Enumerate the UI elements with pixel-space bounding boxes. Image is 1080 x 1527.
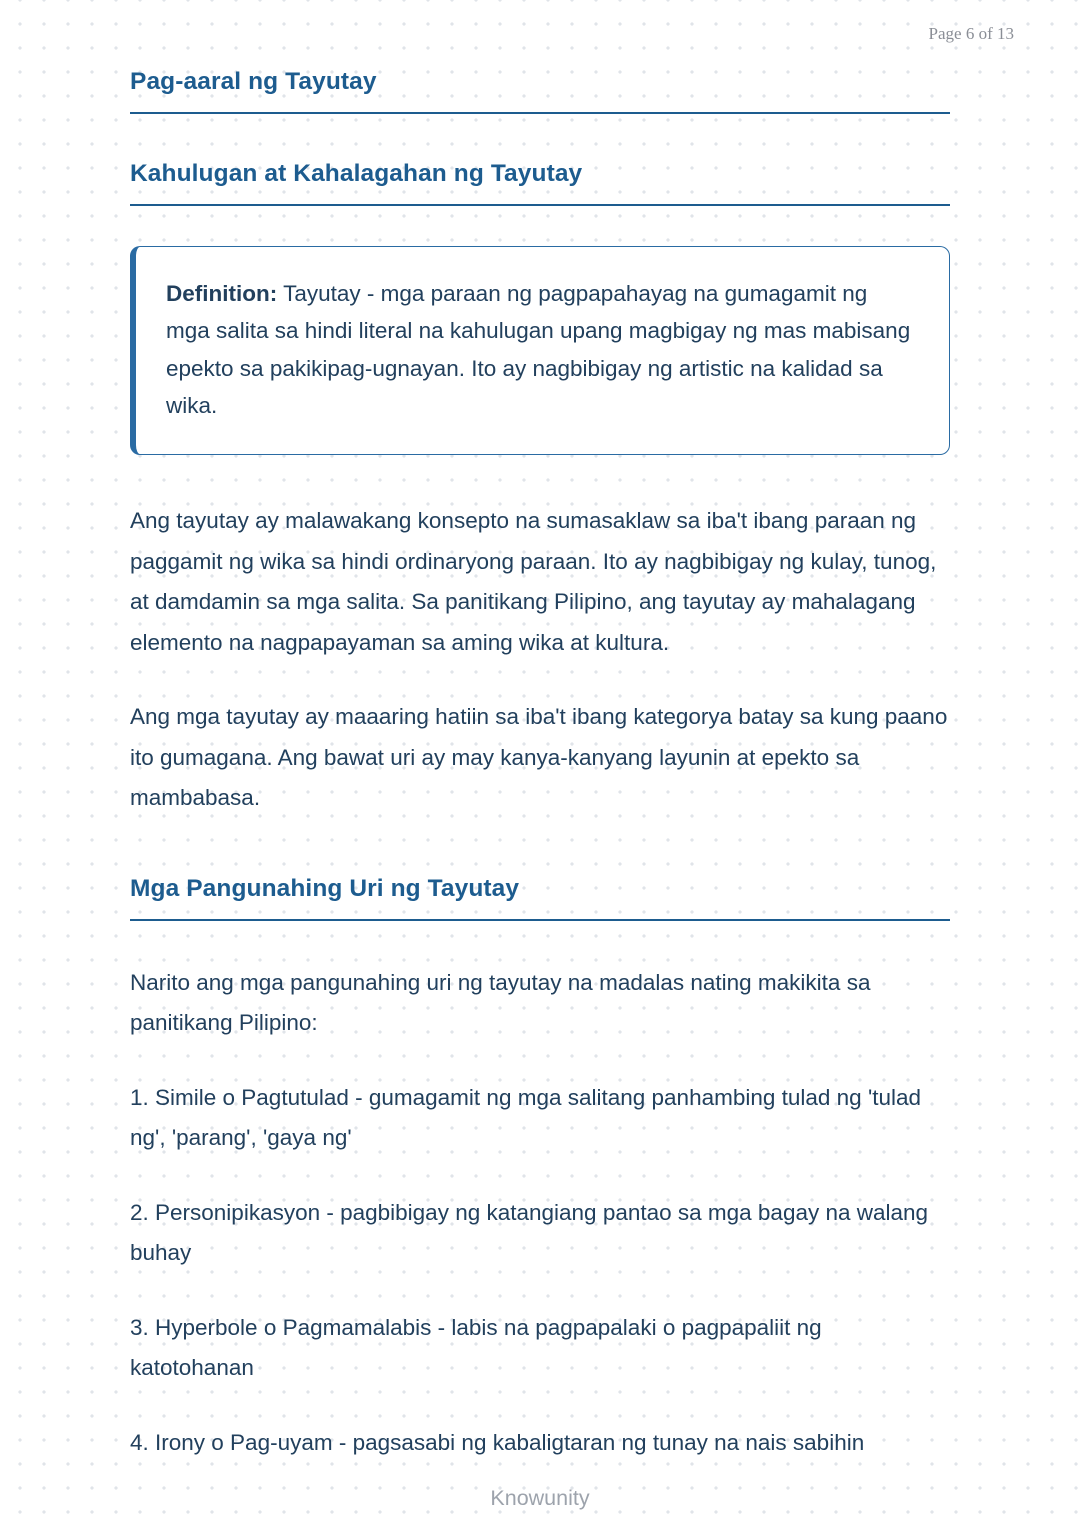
section-heading-main: Pag-aaral ng Tayutay (130, 68, 950, 114)
definition-box (130, 246, 950, 455)
list-item-personipikasyon: 2. Personipikasyon - pagbibigay ng katangiang pantao sa mga bagay na walang buhay (130, 1199, 929, 1266)
section-heading-uri: Mga Pangunahing Uri ng Tayutay (130, 875, 950, 921)
paragraph-list-intro: Narito ang mga pangunahing uri ng tayutay na madalas nating makikita sa panitikang Pilipino: (130, 969, 871, 1036)
footer-brand: Knowunity (490, 1486, 590, 1510)
list-item-simile: 1. Simile o Pagtutulad - gumagamit ng mga salitang panhambing tulad ng 'tulad ng', 'parang', 'gaya ng' (130, 1084, 922, 1151)
definition-label: Definition: (166, 281, 278, 306)
page-number: Page 6 of 13 (928, 24, 1014, 43)
list-item-irony: 4. Irony o Pag-uyam - pagsasabi ng kabaligtaran ng tunay na nais sabihin (130, 1429, 865, 1455)
section-heading-kahulugan: Kahulugan at Kahalagahan ng Tayutay (130, 160, 950, 206)
list-item-hyperbole: 3. Hyperbole o Pagmamalabis - labis na pagpapalaki o pagpapaliit ng katotohanan (130, 1314, 822, 1381)
paragraph-categories: Ang mga tayutay ay maaaring hatiin sa iba't ibang kategorya batay sa kung paano ito gumagana. Ang bawat uri ay may kanya-kanyang layunin at epekto sa mambabasa. (130, 704, 948, 811)
definition-text: Tayutay - mga paraan ng pagpapahayag na gumagamit ng mga salita sa hindi literal na kahulugan upang magbigay ng mas mabisang epekto sa pakikipag-ugnayan. Ito ay nagbibigay ng artistic na kalidad sa wika. (166, 281, 911, 419)
paragraph-overview: Ang tayutay ay malawakang konsepto na sumasaklaw sa iba't ibang paraan ng paggamit ng wika sa hindi ordinaryong paraan. Ito ay nagbibigay ng kulay, tunog, at damdamin sa mga salita. Sa panitikang Pilipino, ang tayutay ay mahalagang elemento na nagpapayaman sa aming wika at kultura. (130, 508, 937, 655)
